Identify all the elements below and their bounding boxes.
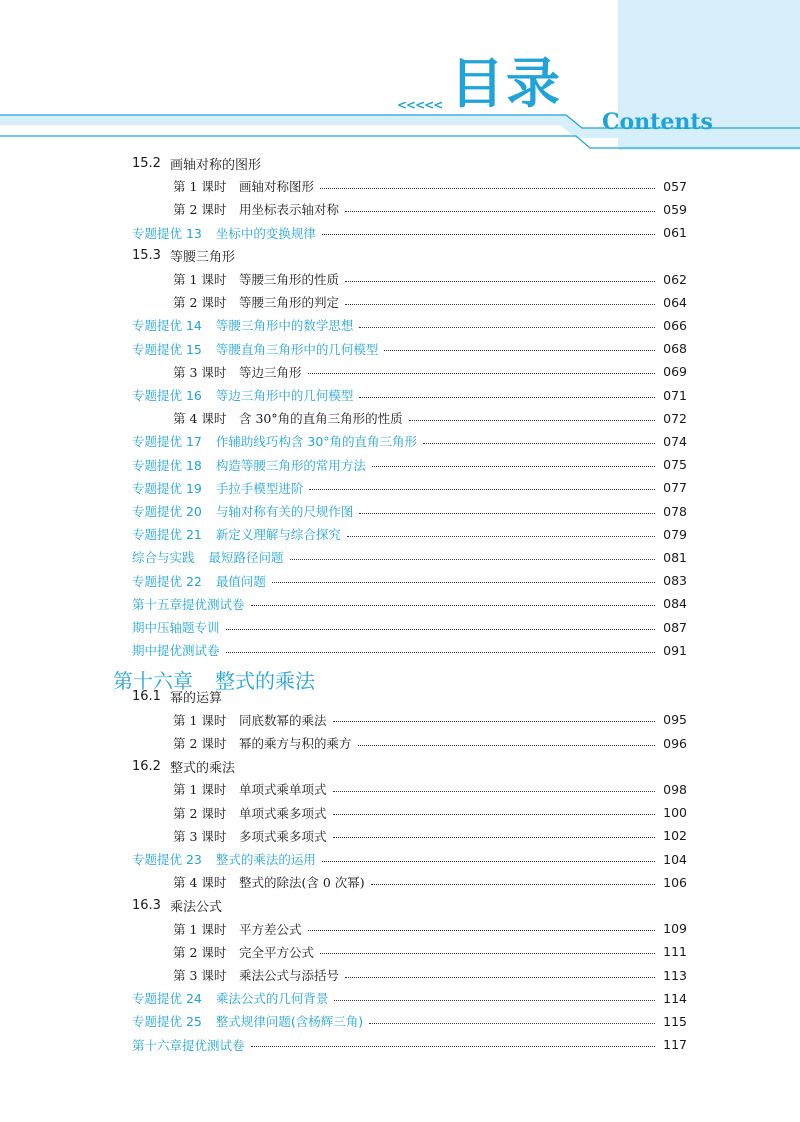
page-number: 102 — [663, 828, 687, 844]
entry-title: 等边三角形中的几何模型 — [215, 388, 354, 403]
entry-label: 第 4 课时 — [173, 875, 227, 891]
entry-label: 专题提优 24 — [132, 991, 202, 1007]
dot-leader — [409, 420, 655, 421]
dot-leader — [345, 211, 655, 212]
page-number: 096 — [663, 735, 687, 751]
page-number: 100 — [663, 805, 687, 821]
toc-entry[interactable] — [173, 710, 687, 730]
entry-label: 综合与实践 — [132, 550, 195, 566]
entry-label: 专题提优 25 — [132, 1014, 202, 1030]
page-number: 091 — [663, 642, 687, 658]
entry-title: 整式的除法(含 0 次幂) — [239, 875, 365, 891]
entry-title: 含 30°角的直角三角形的性质 — [239, 411, 403, 427]
entry-title: 整式的乘法的运用 — [215, 852, 316, 867]
entry-label: 专题提优 19 — [132, 480, 202, 496]
toc-entry[interactable] — [173, 408, 687, 428]
toc-entry[interactable] — [132, 524, 687, 544]
entry-label: 第 1 课时 — [173, 712, 227, 728]
entry-title: 画轴对称图形 — [239, 179, 315, 195]
entry-label: 第 3 课时 — [173, 828, 227, 844]
toc-entry[interactable] — [173, 292, 687, 312]
toc-entry[interactable] — [132, 315, 687, 335]
section-heading — [132, 895, 222, 915]
dot-leader — [308, 373, 655, 374]
toc-entry[interactable] — [173, 965, 687, 985]
toc-entry[interactable] — [132, 547, 687, 567]
entry-label: 专题提优 21 — [132, 527, 202, 543]
entry-label: 第 2 课时 — [173, 295, 227, 311]
dot-leader — [320, 188, 655, 189]
page-number: 104 — [663, 851, 687, 867]
page-number: 075 — [663, 457, 687, 473]
toc-entry[interactable] — [173, 919, 687, 939]
page-number: 059 — [663, 201, 687, 217]
chapter-title: 整式的乘法 — [215, 669, 315, 694]
page-number: 078 — [663, 503, 687, 519]
section-title: 画轴对称的图形 — [170, 157, 262, 173]
entry-label: 第 3 课时 — [173, 968, 227, 983]
dot-leader — [359, 513, 655, 514]
dot-leader — [345, 304, 655, 305]
entry-title: 作辅助线巧构含 30°角的直角三角形 — [215, 434, 418, 450]
page-number: 117 — [663, 1037, 687, 1053]
chapter-number: 第十六章 — [113, 669, 193, 694]
page-number: 068 — [663, 341, 687, 357]
page-number: 077 — [663, 480, 687, 496]
entry-title: 平方差公式 — [239, 921, 302, 937]
dot-leader — [345, 281, 655, 282]
toc-entry[interactable] — [173, 199, 687, 219]
entry-title: 期中提优测试卷 — [132, 643, 220, 659]
entry-title: 第十六章提优测试卷 — [132, 1037, 245, 1053]
page-number: 057 — [663, 178, 687, 194]
entry-title: 期中压轴题专训 — [132, 620, 220, 635]
entry-title: 手拉手模型进阶 — [215, 480, 304, 496]
dot-leader — [333, 837, 655, 838]
dot-leader — [384, 350, 655, 351]
entry-label: 专题提优 18 — [132, 457, 202, 473]
toc-entry[interactable] — [132, 617, 687, 637]
entry-title: 乘法公式与添括号 — [239, 968, 340, 983]
entry-title: 最值问题 — [215, 573, 266, 589]
dot-leader — [334, 1000, 655, 1001]
entry-label: 专题提优 17 — [132, 434, 202, 450]
page-subtitle: Contents — [602, 109, 713, 135]
dot-leader — [308, 930, 655, 931]
page-number: 061 — [663, 225, 687, 241]
toc-entry[interactable] — [132, 571, 687, 591]
entry-label: 第 2 课时 — [173, 736, 227, 751]
section-number: 16.2 — [132, 758, 161, 774]
entry-label: 第 2 课时 — [173, 202, 227, 218]
toc-entry[interactable] — [132, 339, 687, 359]
entry-label: 第 4 课时 — [173, 411, 227, 427]
page-number: 106 — [663, 874, 687, 890]
entry-title: 坐标中的变换规律 — [215, 225, 316, 241]
page-number: 111 — [663, 944, 687, 960]
toc-entry[interactable] — [173, 803, 687, 823]
dot-leader — [251, 1046, 655, 1047]
dot-leader — [333, 721, 655, 722]
dot-leader — [423, 443, 655, 444]
entry-label: 专题提优 16 — [132, 388, 202, 403]
toc-header — [0, 0, 800, 150]
page-number: 079 — [663, 526, 687, 542]
entry-label: 第 2 课时 — [173, 944, 227, 960]
entry-title: 第十五章提优测试卷 — [132, 596, 245, 612]
section-title: 乘法公式 — [170, 899, 223, 915]
section-title: 整式的乘法 — [170, 760, 236, 776]
page-number: 071 — [663, 387, 687, 403]
toc-entry[interactable] — [173, 176, 687, 196]
entry-title: 单项式乘单项式 — [239, 782, 327, 798]
dot-leader — [333, 791, 655, 792]
entry-label: 第 1 课时 — [173, 921, 227, 937]
section-number: 15.3 — [132, 248, 161, 264]
entry-title: 等腰直角三角形中的几何模型 — [215, 341, 379, 357]
entry-title: 构造等腰三角形的常用方法 — [215, 457, 366, 473]
page-number: 072 — [663, 410, 687, 426]
entry-title: 等腰三角形中的数学思想 — [215, 318, 354, 334]
page-number: 066 — [663, 317, 687, 333]
toc-entry[interactable] — [132, 594, 687, 614]
entry-label: 专题提优 14 — [132, 318, 202, 334]
toc-entry[interactable] — [132, 849, 687, 869]
dot-leader — [251, 605, 655, 606]
toc-entry[interactable] — [173, 872, 687, 892]
toc-entry[interactable] — [173, 362, 687, 382]
dot-leader — [322, 234, 655, 235]
entry-label: 第 3 课时 — [173, 364, 227, 380]
dot-leader — [369, 1023, 655, 1024]
entry-label: 专题提优 13 — [132, 225, 202, 241]
entry-title: 整式规律问题(含杨辉三角) — [215, 1014, 364, 1030]
section-number: 16.1 — [132, 689, 161, 705]
entry-title: 用坐标表示轴对称 — [239, 202, 340, 218]
toc-entry[interactable] — [132, 1011, 687, 1031]
entry-title: 等腰三角形的性质 — [239, 272, 340, 287]
toc-entry[interactable] — [173, 733, 687, 753]
entry-title: 新定义理解与综合探究 — [215, 527, 341, 543]
toc-entry[interactable] — [132, 501, 687, 521]
entry-label: 专题提优 22 — [132, 573, 202, 589]
chevron-decoration-icon: <<<<< — [397, 98, 443, 112]
page-number: 083 — [663, 573, 687, 589]
toc-entry[interactable] — [132, 455, 687, 475]
dot-leader — [272, 582, 655, 583]
dot-leader — [359, 327, 655, 328]
section-number: 15.2 — [132, 155, 161, 171]
entry-label: 第 1 课时 — [173, 272, 227, 287]
entry-label: 第 2 课时 — [173, 805, 227, 821]
section-title: 幂的运算 — [170, 691, 223, 707]
page-number: 095 — [663, 712, 687, 728]
entry-title: 最短路径问题 — [208, 550, 284, 566]
entry-label: 第 1 课时 — [173, 782, 227, 798]
dot-leader — [371, 884, 655, 885]
toc-entry[interactable] — [132, 988, 687, 1008]
dot-leader — [290, 559, 655, 560]
page-title: 目录 — [450, 52, 562, 115]
dot-leader — [347, 536, 655, 537]
toc-entry[interactable] — [132, 640, 687, 660]
entry-title: 与轴对称有关的尺规作图 — [215, 504, 354, 519]
dot-leader — [358, 745, 655, 746]
page-number: 084 — [663, 596, 687, 612]
entry-title: 幂的乘方与积的乘方 — [239, 736, 352, 751]
entry-title: 单项式乘多项式 — [239, 805, 327, 821]
page-number: 114 — [663, 990, 687, 1006]
section-title: 等腰三角形 — [170, 250, 236, 266]
entry-title: 同底数幂的乘法 — [239, 712, 327, 728]
toc-entry[interactable] — [132, 385, 687, 405]
entry-title: 等边三角形 — [239, 364, 302, 380]
toc-entry[interactable] — [132, 223, 687, 243]
dot-leader — [322, 861, 655, 862]
dot-leader — [226, 652, 655, 653]
entry-title: 等腰三角形的判定 — [239, 295, 340, 311]
dot-leader — [226, 629, 655, 630]
entry-title: 乘法公式的几何背景 — [215, 991, 329, 1007]
toc-entry[interactable] — [173, 269, 687, 289]
dot-leader — [359, 397, 655, 398]
toc-entry[interactable] — [173, 826, 687, 846]
page-number: 113 — [663, 967, 687, 983]
entry-label: 第 1 课时 — [173, 179, 227, 195]
page-number: 062 — [663, 271, 687, 287]
entry-label: 专题提优 20 — [132, 504, 202, 519]
dot-leader — [345, 977, 655, 978]
section-number: 16.3 — [132, 897, 161, 913]
toc-entry[interactable] — [173, 942, 687, 962]
page-number: 069 — [663, 364, 687, 380]
page-number: 115 — [663, 1013, 687, 1029]
dot-leader — [333, 814, 655, 815]
page-number: 081 — [663, 549, 687, 565]
entry-title: 多项式乘多项式 — [239, 828, 327, 844]
section-heading — [132, 153, 261, 173]
page-number: 109 — [663, 921, 687, 937]
dot-leader — [309, 489, 655, 490]
section-heading — [132, 246, 235, 266]
page-number: 087 — [663, 619, 687, 635]
section-heading — [132, 756, 235, 776]
dot-leader — [372, 466, 655, 467]
toc-entry[interactable] — [173, 779, 687, 799]
page-number: 064 — [663, 294, 687, 310]
toc-entry[interactable] — [132, 478, 687, 498]
section-heading — [132, 687, 222, 707]
entry-title: 完全平方公式 — [239, 944, 315, 960]
dot-leader — [320, 953, 655, 954]
toc-entry[interactable] — [132, 431, 687, 451]
entry-label: 专题提优 23 — [132, 852, 202, 867]
page-number: 098 — [663, 781, 687, 797]
toc-entry[interactable] — [132, 1035, 687, 1055]
page-number: 074 — [663, 433, 687, 449]
entry-label: 专题提优 15 — [132, 341, 202, 357]
